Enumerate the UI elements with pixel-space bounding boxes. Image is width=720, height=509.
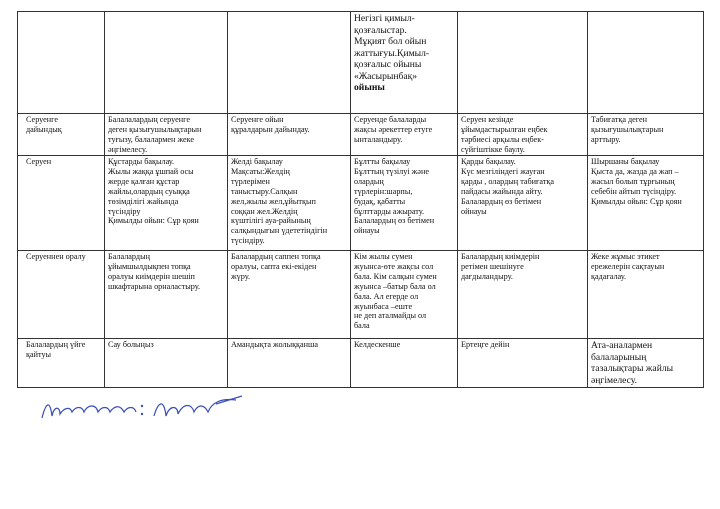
cell-text-line: түрлерімен <box>231 177 270 187</box>
cell-text-line: ынталандыру. <box>354 134 403 144</box>
cell-text-line: Балалардың киімдерін <box>461 252 540 262</box>
wednesday-cell <box>351 114 458 156</box>
monday-cell <box>105 12 228 114</box>
monday-cell <box>105 114 228 156</box>
cell-text-line: Келдескенше <box>354 340 401 350</box>
cell-text-line: жерде қалған құстар <box>108 177 180 187</box>
cell-text-line: құралдарын дайындау. <box>231 124 310 134</box>
cell-text-line: Серуенде балаларды <box>354 115 427 124</box>
cell-text-line: Жеке жұмыс этикет <box>591 252 660 262</box>
cell-text-line: қайтуы <box>26 350 52 360</box>
cell-text-bold: ойыны <box>354 82 385 93</box>
cell-text-line: Балалардың өз бетімен <box>354 216 435 226</box>
cell-text-line: Серуенге <box>26 115 59 124</box>
cell-text-line: Амандықта жолыққанша <box>231 340 318 350</box>
cell-text-line: түсіндіру <box>108 206 141 216</box>
tuesday-cell <box>228 114 351 156</box>
cell-text-line: Бұлттың түзілуі және <box>354 167 429 177</box>
cell-text-line: будақ, қабатты <box>354 196 406 206</box>
cell-text-line: не деп аталмайды ол <box>354 311 427 321</box>
cell-text-line: Ертеңге дейін <box>461 340 510 350</box>
section-cell <box>18 339 105 388</box>
monday-cell <box>105 156 228 251</box>
cell-text-line: олардың <box>354 177 384 187</box>
cell-text-line: бала. Ал егерде ол <box>354 291 419 301</box>
cell-text-line: жел,жылы жел,ұйытқып <box>231 196 316 206</box>
cell-text-line: төзімділігі жайында <box>108 196 179 206</box>
friday-cell <box>588 12 704 114</box>
cell-text-line: Бұлтты бақылау <box>354 157 411 167</box>
cell-text-line: қарды , олардың табиғатқа <box>461 177 555 187</box>
cell-text-line: қозғалыстар. <box>354 24 407 36</box>
thursday-cell <box>458 156 588 251</box>
thursday-cell <box>458 339 588 388</box>
cell-text-line: Жылы жаққа ұшпай осы <box>108 167 194 177</box>
cell-text-line: Табиғатқа деген <box>591 115 648 124</box>
cell-text-line: әңгімелесу. <box>591 374 637 386</box>
cell-text-line: жасыл болып тұрғының <box>591 177 675 187</box>
thursday-cell <box>458 251 588 339</box>
cell-text-line: Кім жылы сумен <box>354 252 413 262</box>
cell-text-line: жуынбаса –еште <box>354 301 413 311</box>
cell-text-line: түрлерін:шарпы, <box>354 186 413 196</box>
monday-cell <box>105 339 228 388</box>
cell-text-line: дайындық <box>26 124 62 134</box>
cell-text-line: «Жасырынбақ» <box>354 70 418 82</box>
tuesday-cell <box>228 339 351 388</box>
cell-text-line: жүру. <box>231 272 251 282</box>
cell-text-line: ережелерін сақтауын <box>591 262 665 272</box>
cell-text-line: Ата-аналармен <box>591 340 653 352</box>
cell-text-line: ретімен шешінуге <box>461 262 524 272</box>
tuesday-cell <box>228 156 351 251</box>
friday-cell <box>588 339 704 388</box>
section-cell <box>18 114 105 156</box>
cell-text-line: жуынса-өте жақсы сол <box>354 262 434 272</box>
cell-text-line: бала. Кім салқын сумен <box>354 272 437 282</box>
cell-text-line: Серуенге ойын <box>231 115 284 124</box>
cell-text-line: Балалардың <box>108 252 150 262</box>
cell-text-line: таныстыру.Салқын <box>231 186 298 196</box>
tuesday-cell <box>228 251 351 339</box>
cell-text-line: Балалалардың серуенге <box>108 115 191 124</box>
cell-text-line: жаттығуы.Қимыл- <box>354 47 430 59</box>
section-cell <box>18 156 105 251</box>
wednesday-cell <box>351 12 458 114</box>
cell-text-line: сүйгіштікке баулу. <box>461 144 525 154</box>
cell-text-line: Серуен <box>26 157 52 167</box>
cell-text-line: Мұқият бол ойын <box>354 36 427 47</box>
cell-text-line: дағдыландыру. <box>461 272 513 282</box>
cell-text-line: оралуы киімдерін шешіп <box>108 272 195 282</box>
cell-text-line: ұйымшылдықпен топқа <box>108 262 191 272</box>
cell-text-line: ойнауы <box>461 206 487 216</box>
cell-text-line: соққан жел.Желдің <box>231 206 298 216</box>
friday-cell <box>588 251 704 339</box>
cell-text-line: әңгімелесу. <box>108 144 148 154</box>
cell-text-line: Қыста да, жазда да жап – <box>591 167 679 177</box>
cell-text-line: балаларының <box>591 351 647 363</box>
section-cell <box>18 251 105 339</box>
thursday-cell <box>458 114 588 156</box>
cell-text-line: қозғалыс ойыны <box>354 59 422 70</box>
cell-text-line: Қарды бақылау. <box>461 157 516 167</box>
cell-text-line: Қимылды ойын: Сұр қоян <box>591 196 682 206</box>
cell-text-line: Серуеннен оралу <box>26 252 86 262</box>
cell-text-line: Серуен кезінде <box>461 115 514 124</box>
cell-text-line: бала <box>354 321 370 331</box>
cell-text-line: оралуы, сапта екі-екіден <box>231 262 317 272</box>
tuesday-cell <box>228 12 351 114</box>
thursday-cell <box>458 12 588 114</box>
cell-text-line: арттыру. <box>591 134 621 144</box>
cell-text-line: Желді бақылау <box>231 157 283 167</box>
cell-text-line: Құстарды бақылау. <box>108 157 175 167</box>
table-row <box>18 114 704 156</box>
cell-text-line: жайлы,олардың суыққа <box>108 186 190 196</box>
cell-text-line: Қимылды ойын: Сұр қоян <box>108 216 199 226</box>
cell-text-line: деген қызығушылықтарын <box>108 124 202 134</box>
friday-cell <box>588 114 704 156</box>
monday-cell <box>105 251 228 339</box>
cell-text-line: тазалықтары жайлы <box>591 363 674 375</box>
cell-text-line: тәрбиесі арқылы еңбек- <box>461 134 544 144</box>
cell-text-line: Балалардың өз бетімен <box>461 196 542 206</box>
cell-text-line: ұйымдастырылған еңбек <box>461 124 548 134</box>
section-cell <box>18 12 105 114</box>
table-row <box>18 339 704 388</box>
wednesday-cell <box>351 339 458 388</box>
table-row <box>18 12 704 114</box>
cell-text-line: қадағалау. <box>591 272 627 282</box>
cell-text-line: туғызу, балалармен жеке <box>108 134 195 144</box>
cell-text-line: Мақсаты:Желдің <box>231 167 290 177</box>
cell-text-line: қызығушылықтарын <box>591 124 664 134</box>
friday-cell <box>588 156 704 251</box>
cell-text-line: шкафтарына орналастыру. <box>108 281 201 291</box>
cell-text-line: Сау болыңыз <box>108 340 154 350</box>
cell-text-line: ойнауы <box>354 226 380 236</box>
cell-text-line: жақсы әрекеттер етуге <box>354 124 433 134</box>
cell-text-line: пайдасы жайында айту. <box>461 186 543 196</box>
wednesday-cell <box>351 156 458 251</box>
schedule-table <box>17 11 704 388</box>
cell-text-line: түсіндіру. <box>231 236 265 246</box>
cell-text-line: күштілігі ауа-райының <box>231 216 311 226</box>
table-row <box>18 251 704 339</box>
cell-text-line: Балалардың саппен топқа <box>231 252 321 262</box>
table-row <box>18 156 704 251</box>
cell-text-line: себебін айтып түсіндіру. <box>591 186 677 196</box>
cell-text-line: салқындығын үдететіндігін <box>231 226 328 236</box>
signature <box>36 392 246 426</box>
cell-text-line: Балалардың үйге <box>26 340 86 350</box>
cell-text-line: Күс мезгіліндегі жауған <box>461 167 545 177</box>
wednesday-cell <box>351 251 458 339</box>
cell-text-line: жуынса –батыр бала ол <box>354 281 436 291</box>
cell-text-line: Шыршаны бақылау <box>591 157 660 167</box>
cell-text-line: Негізгі қимыл- <box>354 13 415 24</box>
cell-text-line: бұлттарды ажырату. <box>354 206 425 216</box>
